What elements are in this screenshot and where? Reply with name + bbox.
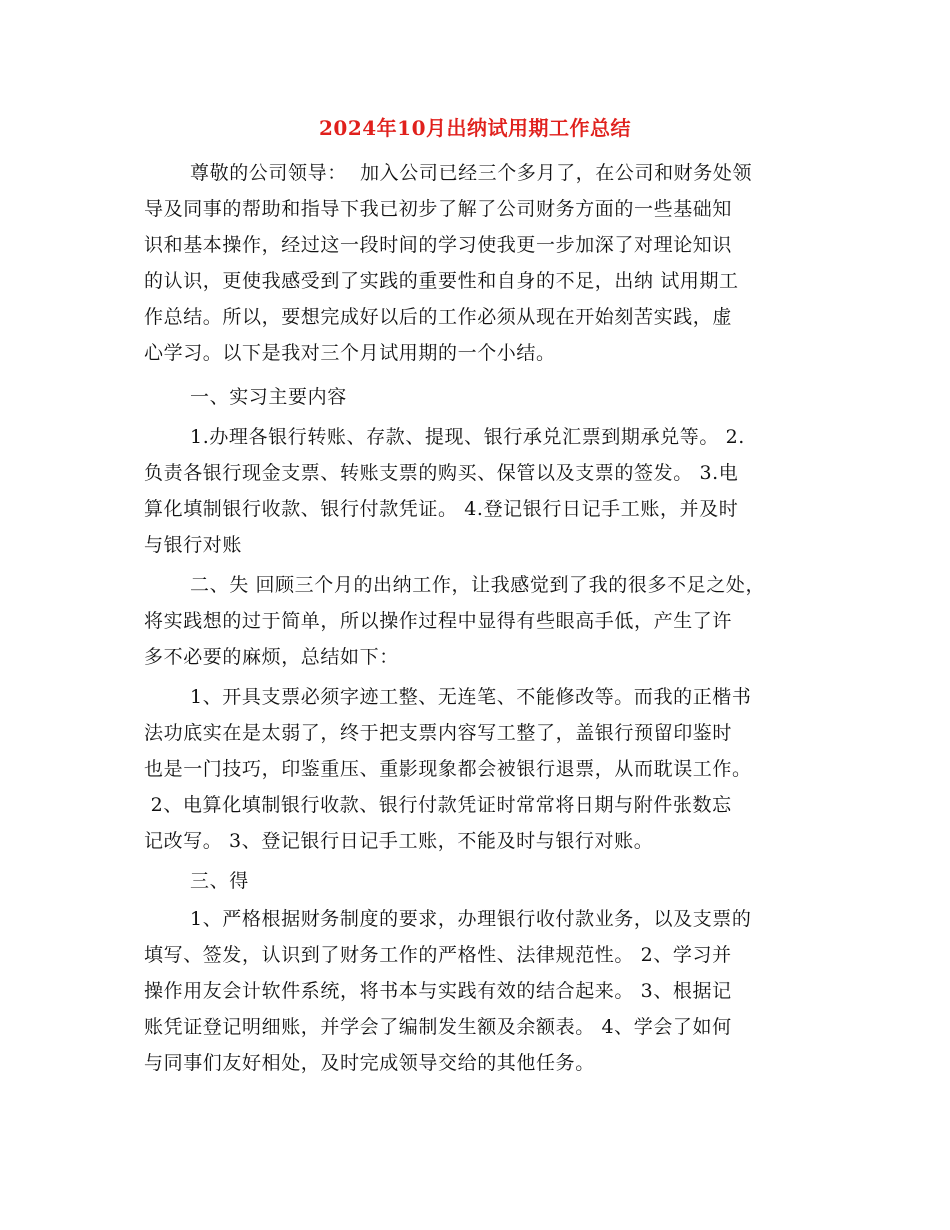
section-heading: 三、得 <box>190 870 249 892</box>
text-line: 心学习。以下是我对三个月试用期的一个小结。 <box>144 342 556 364</box>
section-heading: 一、实习主要内容 <box>190 386 347 408</box>
text-line: 二、失 回顾三个月的出纳工作，让我感觉到了我的很多不足之处， <box>190 574 766 596</box>
text-line: 与同事们友好相处，及时完成领导交给的其他任务。 <box>144 1052 595 1074</box>
text-line: 记改写。 3、登记银行日记手工账，不能及时与银行对账。 <box>144 830 654 852</box>
document-title: 2024年10月出纳试用期工作总结 <box>319 116 631 140</box>
text-line: 1、开具支票必须字迹工整、无连笔、不能修改等。而我的正楷书 <box>190 686 752 708</box>
text-line: 算化填制银行收款、银行付款凭证。 4.登记银行日记手工账，并及时 <box>144 498 739 520</box>
text-line: 负责各银行现金支票、转账支票的购买、保管以及支票的签发。 3.电 <box>144 462 739 484</box>
text-line: 也是一门技巧，印鉴重压、重影现象都会被银行退票，从而耽误工作。 <box>144 758 752 780</box>
text-line: 1、严格根据财务制度的要求，办理银行收付款业务，以及支票的 <box>190 908 752 930</box>
text-line: 尊敬的公司领导： 加入公司已经三个多月了，在公司和财务处领 <box>190 162 753 184</box>
text-line: 识和基本操作，经过这一段时间的学习使我更一步加深了对理论知识 <box>144 234 733 256</box>
text-line: 账凭证登记明细账，并学会了编制发生额及余额表。 4、学会了如何 <box>144 1016 732 1038</box>
text-line: 多不必要的麻烦，总结如下： <box>144 646 399 668</box>
text-line: 的认识，更使我感受到了实践的重要性和自身的不足，出纳 试用期工 <box>144 270 739 292</box>
text-line: 将实践想的过于简单，所以操作过程中显得有些眼高手低，产生了许 <box>144 610 733 632</box>
text-line: 导及同事的帮助和指导下我已初步了解了公司财务方面的一些基础知 <box>144 198 733 220</box>
text-line: 与银行对账 <box>144 534 243 556</box>
text-line: 法功底实在是太弱了，终于把支票内容写工整了，盖银行预留印鉴时 <box>144 722 733 744</box>
text-line: 填写、签发，认识到了财务工作的严格性、法律规范性。 2、学习并 <box>144 944 732 966</box>
text-line: 2、电算化填制银行收款、银行付款凭证时常常将日期与附件张数忘 <box>144 794 732 816</box>
text-line: 操作用友会计软件系统，将书本与实践有效的结合起来。 3、根据记 <box>144 980 732 1002</box>
text-line: 1.办理各银行转账、存款、提现、银行承兑汇票到期承兑等。 2. <box>190 426 745 448</box>
text-line: 作总结。所以，要想完成好以后的工作必须从现在开始刻苦实践，虚 <box>144 306 733 328</box>
